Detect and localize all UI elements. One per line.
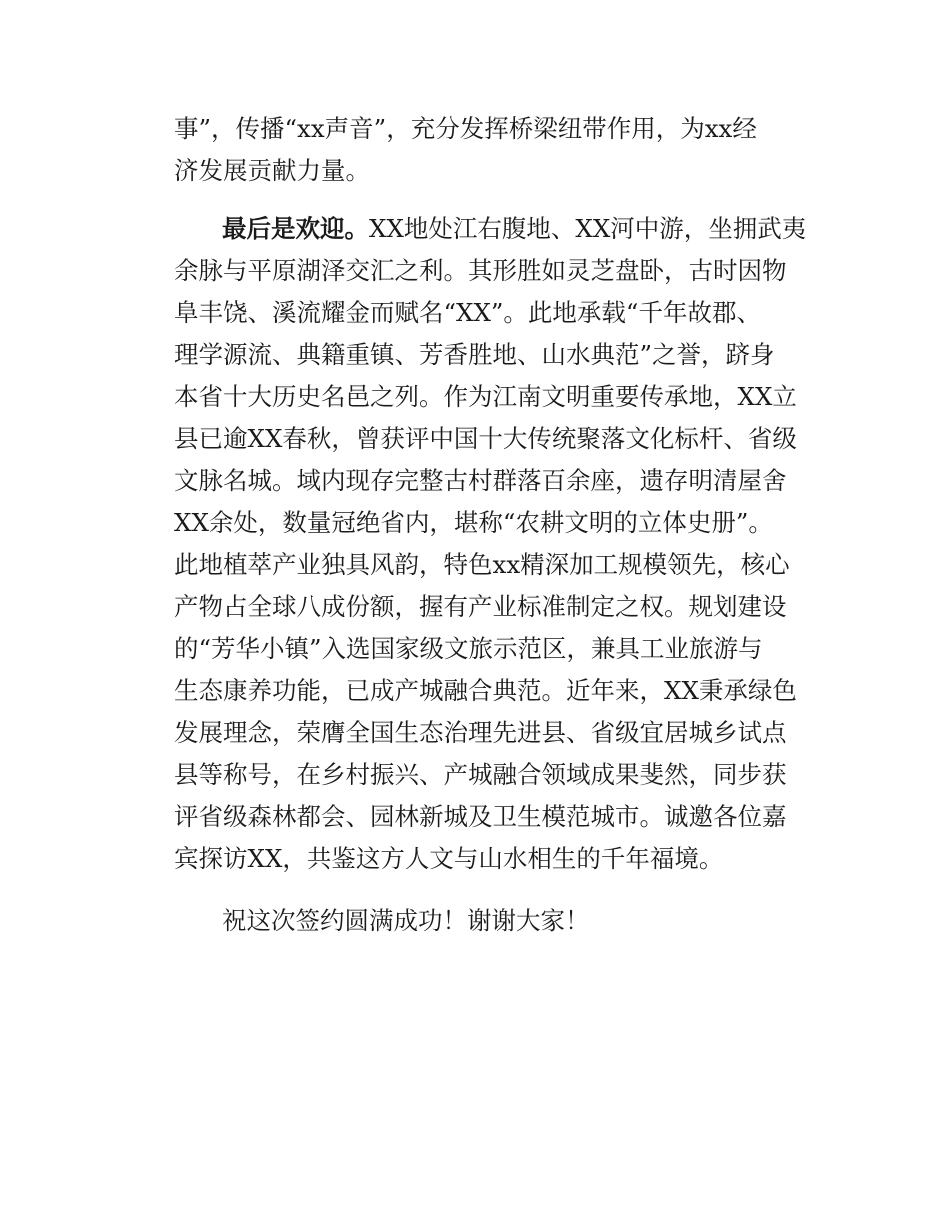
paragraph-2-line: 文脉名城。域内现存完整古村群落百余座，遗存明清屋舍 xyxy=(174,466,787,495)
paragraph-1-line-2: 济发展贡献力量。 xyxy=(174,156,370,185)
paragraph-2-line: XX余处，数量冠绝省内，堪称“农耕文明的立体史册”。 xyxy=(174,508,773,537)
paragraph-2-line: 宾探访XX，共鉴这方人文与山水相生的千年福境。 xyxy=(174,844,724,873)
paragraph-2-first-line-text: XX地处江右腹地、XX河中游，坐拥武夷 xyxy=(369,214,807,243)
paragraph-2-line: 本省十大历史名邑之列。作为江南文明重要传承地，XX立 xyxy=(174,382,797,411)
closing-line: 祝这次签约圆满成功！谢谢大家！ xyxy=(222,906,590,935)
paragraph-2-line: 生态康养功能，已成产城融合典范。近年来，XX秉承绿色 xyxy=(174,676,797,705)
paragraph-2-line: 评省级森林都会、园林新城及卫生模范城市。诚邀各位嘉 xyxy=(174,802,787,831)
paragraph-2-line-1 xyxy=(222,214,807,243)
paragraph-2-heading: 最后是欢迎。 xyxy=(222,214,369,243)
paragraph-1-line-1: 事”，传播“xx声音”，充分发挥桥梁纽带作用，为xx经 xyxy=(174,114,757,143)
paragraph-2-line: 县等称号，在乡村振兴、产城融合领域成果斐然，同步获 xyxy=(174,760,787,789)
paragraph-2-line: 余脉与平原湖泽交汇之利。其形胜如灵芝盘卧，古时因物 xyxy=(174,256,787,285)
paragraph-2-line: 县已逾XX春秋，曾获评中国十大传统聚落文化标杆、省级 xyxy=(174,424,797,453)
paragraph-2-line: 产物占全球八成份额，握有产业标准制定之权。规划建设 xyxy=(174,592,787,621)
paragraph-2-line: 此地植萃产业独具风韵，特色xx精深加工规模领先，核心 xyxy=(174,550,790,579)
paragraph-2-line: 理学源流、典籍重镇、芳香胜地、山水典范”之誉，跻身 xyxy=(174,340,775,369)
paragraph-2-line: 阜丰饶、溪流耀金而赋名“XX”。此地承载“千年故郡、 xyxy=(174,298,761,327)
paragraph-2-line: 的“芳华小镇”入选国家级文旅示范区，兼具工业旅游与 xyxy=(174,634,763,663)
paragraph-2-line: 发展理念，荣膺全国生态治理先进县、省级宜居城乡试点 xyxy=(174,718,787,747)
